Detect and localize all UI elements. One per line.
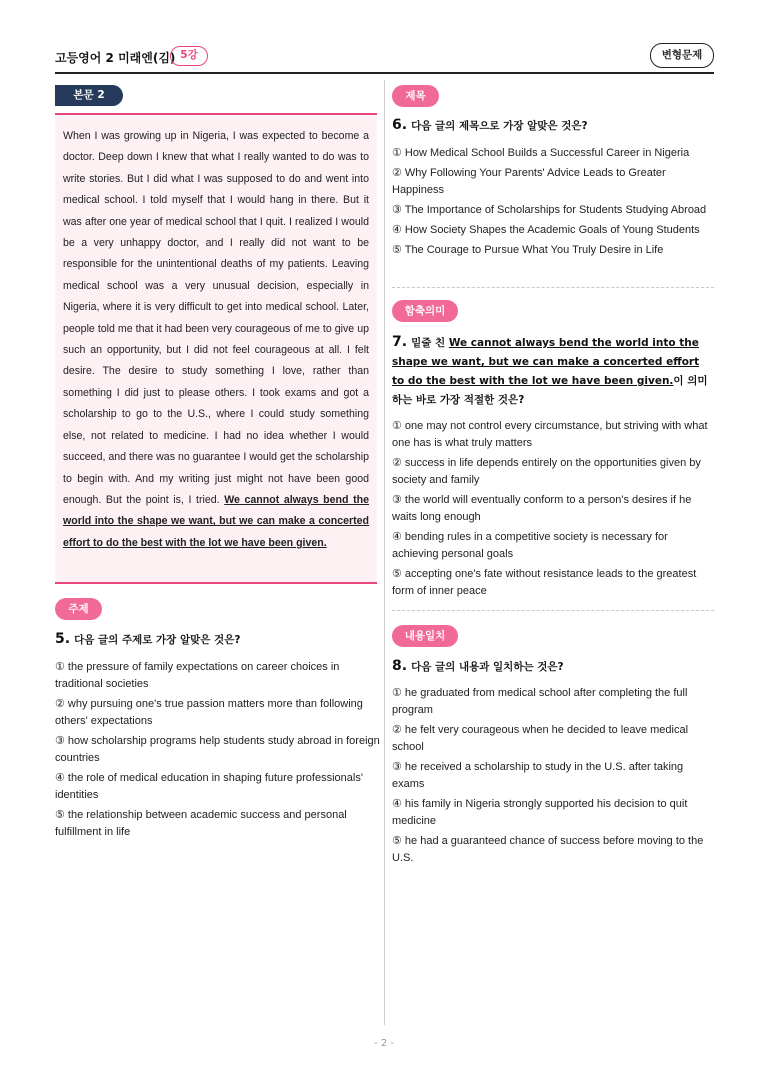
q6-option-4[interactable]: ④ How Society Shapes the Academic Goals of Young Students — [392, 224, 700, 236]
q5-option-5[interactable]: ⑤ the relationship between academic success and personal fulfillment in life — [55, 809, 347, 838]
q8-options — [392, 685, 714, 870]
q7-prompt-underlined: We cannot always bend the world into the shape we want, but we can make a concerted effort to do the best with the lot we have been given. — [392, 337, 700, 387]
q6-option-1[interactable]: ① How Medical School Builds a Successful Career in Nigeria — [392, 147, 690, 159]
q7-prompt-prefix: 밑줄 친 — [411, 337, 449, 349]
q5-number: 5. — [55, 631, 71, 647]
q8-tag: 내용일치 — [392, 625, 458, 647]
q5-option-3[interactable]: ③ how scholarship programs help students study abroad in foreign countries — [55, 735, 380, 764]
section-separator — [392, 610, 714, 611]
q8-option-4[interactable]: ④ his family in Nigeria strongly supported his decision to quit medicine — [392, 798, 688, 827]
q6-option-3[interactable]: ③ The Importance of Scholarships for Students Studying Abroad — [392, 204, 707, 216]
q7-option-4[interactable]: ④ bending rules in a competitive society is necessary for achieving personal goals — [392, 531, 668, 560]
q7-option-2[interactable]: ② success in life depends entirely on the opportunities given by society and family — [392, 457, 701, 486]
q6-prompt-text: 다음 글의 제목으로 가장 알맞은 것은? — [411, 120, 588, 132]
passage-tag: 본문 2 — [55, 85, 123, 106]
page-number: - 2 - — [374, 1038, 394, 1049]
q6-number: 6. — [392, 117, 408, 133]
q7-prompt-suffix: 이 의미하는 바로 가장 적절한 것은? — [392, 375, 708, 406]
section-separator — [392, 287, 714, 288]
q8-option-1[interactable]: ① he graduated from medical school after completing the full program — [392, 687, 688, 716]
q7-option-3[interactable]: ③ the world will eventually conform to a person's desires if he waits long enough — [392, 494, 692, 523]
passage-box — [55, 113, 377, 584]
q6-tag: 제목 — [392, 85, 439, 107]
lesson-badge: 5강 — [170, 46, 208, 66]
q5-prompt — [55, 630, 377, 650]
q5-prompt-text: 다음 글의 주제로 가장 알맞은 것은? — [74, 634, 241, 646]
book-title: 고등영어 2 미래엔(김) — [55, 51, 176, 65]
q7-tag: 함축의미 — [392, 300, 458, 322]
q7-number: 7. — [392, 334, 408, 350]
q7-prompt — [392, 333, 714, 410]
q8-number: 8. — [392, 658, 408, 674]
passage-underlined-sentence: We cannot always bend the world into the shape we want, but we can make a concerted effort to do the best with the lot we have been given. — [63, 493, 369, 549]
q6-prompt — [392, 116, 714, 136]
q8-option-5[interactable]: ⑤ he had a guaranteed chance of success before moving to the U.S. — [392, 835, 704, 864]
q5-tag: 주제 — [55, 598, 102, 620]
passage-text — [63, 126, 369, 554]
q6-option-2[interactable]: ② Why Following Your Parents' Advice Leads to Greater Happiness — [392, 167, 666, 196]
q7-options — [392, 418, 714, 603]
q8-option-2[interactable]: ② he felt very courageous when he decided to leave medical school — [392, 724, 689, 753]
q6-option-5[interactable]: ⑤ The Courage to Pursue What You Truly Desire in Life — [392, 244, 664, 256]
q5-options — [55, 659, 380, 844]
q5-option-2[interactable]: ② why pursuing one's true passion matters more than following others' expectations — [55, 698, 363, 727]
q7-option-5[interactable]: ⑤ accepting one's fate without resistance leads to the greatest form of inner peace — [392, 568, 697, 597]
page-header — [55, 46, 714, 74]
q5-option-4[interactable]: ④ the role of medical education in shaping future professionals' identities — [55, 772, 363, 801]
q8-prompt — [392, 657, 714, 677]
column-divider — [384, 80, 385, 1025]
q5-option-1[interactable]: ① the pressure of family expectations on career choices in traditional societies — [55, 661, 340, 690]
q7-option-1[interactable]: ① one may not control every circumstance, but striving with what one has is what truly matters — [392, 420, 708, 449]
question-type-badge: 변형문제 — [650, 43, 714, 68]
q8-prompt-text: 다음 글의 내용과 일치하는 것은? — [411, 661, 564, 673]
q6-options — [392, 145, 714, 262]
q8-option-3[interactable]: ③ he received a scholarship to study in the U.S. after taking exams — [392, 761, 684, 790]
passage-body: When I was growing up in Nigeria, I was expected to become a doctor. Deep down I knew that what I really wanted to do was to write stories. But I did what I was supposed to do and went into medical school. I told myself that I would hang in there. But it was after one year of medical school that I quit. I realized I would be a very unhappy doctor, and I really did not want to be responsible for the unintentional deaths of my patients. Leaving medical school was a very unusual decision, especially in Nigeria, where it is very difficult to get into medical school. Later, people told me that it had been very courageous of me to give up such an opportunity, but I did not feel courageous at all. I felt desire. The desire to study something I love, rather than something I did just to please others. I took exams and got a scholarship to go to the U.S., where I could study something else, not related to medicine. I had no idea whether I would succeed, and there was no guarantee I would get the scholarship to begin with. And my writing just might not have been good enough. But the point is, I tried. — [63, 130, 369, 506]
